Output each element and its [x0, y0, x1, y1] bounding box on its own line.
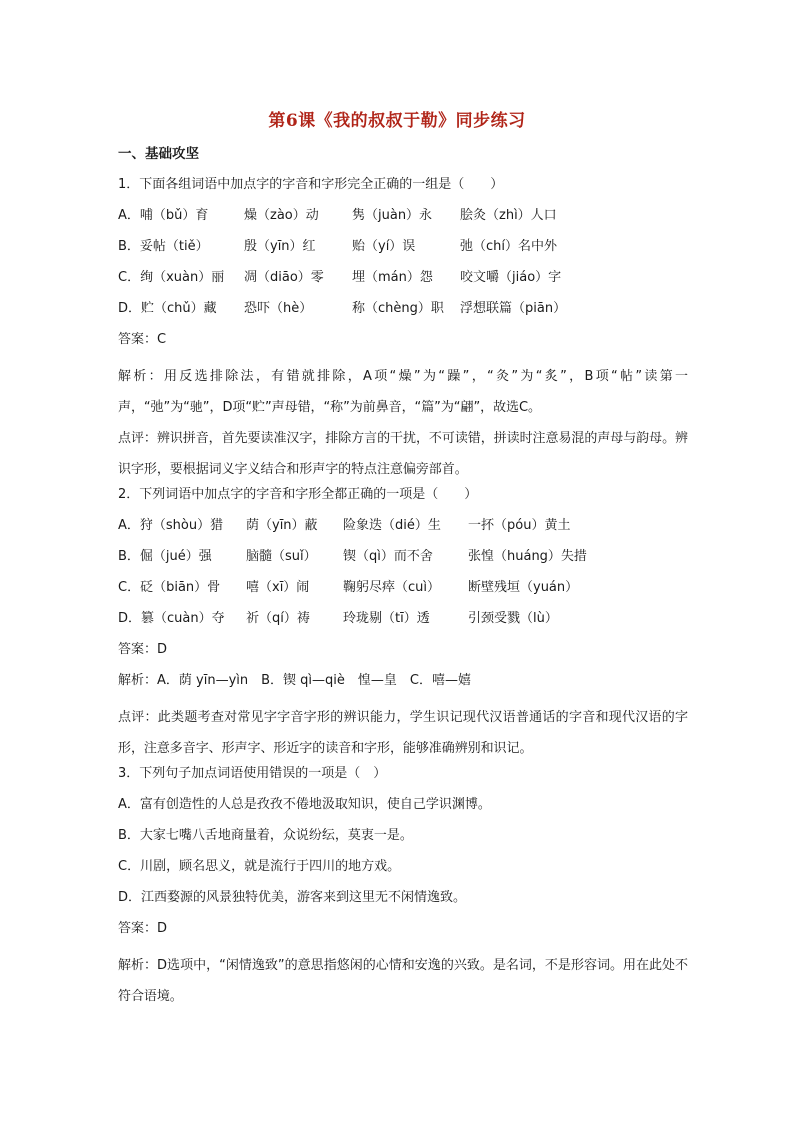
option-word: 险象迭（dié）生	[343, 518, 441, 533]
question-3-option-b: B．大家七嘴八舌地商量着，众说纷纭，莫衷一是。	[118, 828, 413, 843]
section-heading: 一、基础攻坚	[118, 146, 199, 162]
option-word: 隽（juàn）永	[352, 208, 433, 223]
option-word: 埋（mán）怨	[352, 270, 433, 285]
option-word: 贻（yí）误	[352, 239, 416, 254]
question-3-option-a: A．富有创造性的人总是孜孜不倦地汲取知识，使自己学识渊博。	[118, 797, 491, 812]
question-2-answer: 答案：D	[118, 642, 168, 657]
option-word: 断壁残垣（yuán）	[468, 580, 579, 595]
question-1-option-a	[118, 206, 688, 237]
question-2-option-b	[118, 547, 688, 578]
option-word: 锲（qì）而不舍	[343, 549, 433, 564]
option-word: C．砭（biān）骨	[118, 580, 221, 595]
question-1-option-b	[118, 237, 688, 268]
question-3-option-d: D．江西婺源的风景独特优美，游客来到这里无不闲情逸致。	[118, 890, 467, 905]
option-word: D．篡（cuàn）夺	[118, 611, 225, 626]
option-word: 咬文嚼（jiáo）字	[460, 270, 562, 285]
option-word: 浮想联篇（piān）	[460, 301, 567, 316]
option-word: 张惶（huáng）失措	[468, 549, 587, 564]
question-2-option-a	[118, 516, 688, 547]
question-1-comment: 点评：辨识拼音，首先要读准汉字，排除方言的干扰，不可读错，拼读时注意易混的声母与韵母。辨识字形，要根据词义字义结合和形声字的特点注意偏旁部首。	[118, 431, 688, 477]
option-word: B．倔（jué）强	[118, 549, 212, 564]
question-1-analysis: 解析：用反选排除法，有错就排除，A项“燥”为“躁”，“灸”为“炙”，B项“帖”读第一声，“弛”为“驰”，D项“贮”声母错，“称”为前鼻音，“篇”为“翩”，故选C。	[118, 369, 688, 415]
option-word: C．绚（xuàn）丽	[118, 270, 225, 285]
option-word: 脍灸（zhì）人口	[460, 208, 557, 223]
option-word: 嘻（xī）闹	[246, 580, 310, 595]
option-word: 燥（zào）动	[244, 208, 319, 223]
option-word: 称（chèng）职	[352, 301, 444, 316]
option-word: 荫（yīn）蔽	[246, 518, 318, 533]
option-word: 脑髓（suǐ）	[246, 549, 317, 564]
question-1-stem: 1．下面各组词语中加点字的字音和字形完全正确的一组是（ ）	[118, 177, 504, 192]
option-word: 祈（qí）祷	[246, 611, 310, 626]
option-word: 恐吓（hè）	[244, 301, 313, 316]
exercise-content	[118, 144, 688, 1012]
option-word: B．妥帖（tiě）	[118, 239, 209, 254]
question-2-comment: 点评：此类题考查对常见字字音字形的辨识能力，学生识记现代汉语普通话的字音和现代汉语的字形，注意多音字、形声字、形近字的读音和字形，能够准确辨别和识记。	[118, 710, 688, 756]
question-2-option-c	[118, 578, 688, 609]
question-2-analysis: 解析：A．荫 yīn—yìn B．锲 qì—qiè 惶—皇 C．嘻—嬉	[118, 673, 471, 688]
option-word: A．哺（bǔ）育	[118, 208, 209, 223]
question-2-stem: 2．下列词语中加点字的字音和字形全都正确的一项是（ ）	[118, 487, 478, 502]
option-word: 引颈受戮（lù）	[468, 611, 558, 626]
question-1-option-c	[118, 268, 688, 299]
question-3-answer: 答案：D	[118, 921, 168, 936]
page-title: 第6课《我的叔叔于勒》同步练习	[268, 111, 526, 131]
option-word: 一抔（póu）黄土	[468, 518, 571, 533]
option-word: 凋（diāo）零	[244, 270, 324, 285]
option-word: 玲珑剔（tī）透	[343, 611, 430, 626]
option-word: 殷（yīn）红	[244, 239, 316, 254]
option-word: A．狩（shòu）猎	[118, 518, 224, 533]
question-1-answer: 答案：C	[118, 332, 167, 347]
option-word: D．贮（chǔ）藏	[118, 301, 217, 316]
question-1-option-d	[118, 299, 688, 330]
question-3-option-c: C．川剧，顾名思义，就是流行于四川的地方戏。	[118, 859, 401, 874]
option-word: 鞠躬尽瘁（cuì）	[343, 580, 440, 595]
question-2-option-d	[118, 609, 688, 640]
question-3-analysis: 解析：D选项中，“闲情逸致”的意思指悠闲的心情和安逸的兴致。是名词，不是形容词。用在此处不符合语境。	[118, 958, 688, 1004]
question-3-stem: 3．下列句子加点词语使用错误的一项是（ ）	[118, 766, 387, 781]
option-word: 弛（chí）名中外	[460, 239, 557, 254]
